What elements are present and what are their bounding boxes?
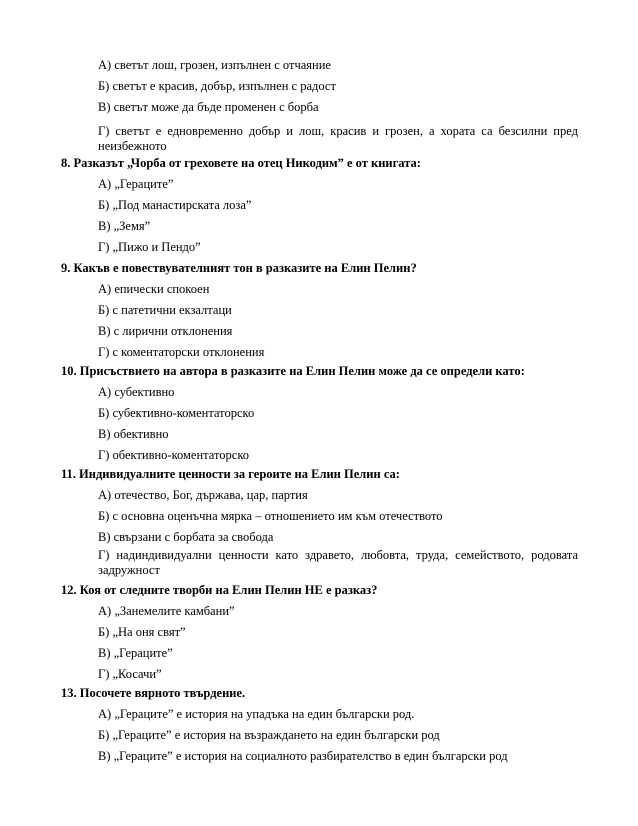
question-13-option-c: В) „Гераците” е история на социалното разбирателство в един български род [98,749,508,763]
question-12-option-a: А) „Занемелите камбани” [98,604,235,618]
question-12: 12. Коя от следните творби на Елин Пелин НЕ е разказ? [61,583,378,597]
question-10-option-a: А) субективно [98,385,175,399]
option-prev-d: Г) светът е едновременно добър и лош, красив и грозен, а хората са безсилни пред неизбежното [98,124,578,153]
question-11-option-b: Б) с основна оценъчна мярка – отношението им към отечеството [98,509,443,523]
question-8-option-d: Г) „Пижо и Пендо” [98,240,201,254]
question-11: 11. Индивидуалните ценности за героите на Елин Пелин са: [61,467,400,481]
question-8-option-b: Б) „Под манастирската лоза” [98,198,252,212]
question-8: 8. Разказът „Чорба от греховете на отец Никодим” е от книгата: [61,156,421,170]
question-10-option-d: Г) обективно-коментаторско [98,448,250,462]
question-8-option-c: В) „Земя” [98,219,151,233]
question-11-option-a: А) отечество, Бог, държава, цар, партия [98,488,308,502]
question-9-option-a: А) епически спокоен [98,282,210,296]
option-prev-a: А) светът лош, грозен, изпълнен с отчаяние [98,58,331,72]
question-12-option-d: Г) „Косачи” [98,667,162,681]
question-10-option-c: В) обективно [98,427,169,441]
question-13: 13. Посочете вярното твърдение. [61,686,246,700]
question-12-option-b: Б) „На оня свят” [98,625,186,639]
question-11-option-d: Г) надиндивидуални ценности като здравето, любовта, труда, семейството, родовата задружност [98,548,578,577]
option-prev-b: Б) светът е красив, добър, изпълнен с радост [98,79,336,93]
question-12-option-c: В) „Гераците” [98,646,173,660]
question-10-option-b: Б) субективно-коментаторско [98,406,255,420]
option-prev-c: В) светът може да бъде променен с борба [98,100,319,114]
question-9-option-c: В) с лирични отклонения [98,324,233,338]
question-9-option-b: Б) с патетични екзалтаци [98,303,232,317]
question-8-option-a: А) „Гераците” [98,177,174,191]
question-13-option-a: А) „Гераците” е история на упадъка на един български род. [98,707,415,721]
question-13-option-b: Б) „Гераците” е история на възраждането на един български род [98,728,440,742]
question-9: 9. Какъв е повествувателният тон в разказите на Елин Пелин? [61,261,417,275]
question-11-option-c: В) свързани с борбата за свобода [98,530,274,544]
question-9-option-d: Г) с коментаторски отклонения [98,345,265,359]
question-10: 10. Присъствието на автора в разказите на Елин Пелин може да се определи като: [61,364,525,378]
